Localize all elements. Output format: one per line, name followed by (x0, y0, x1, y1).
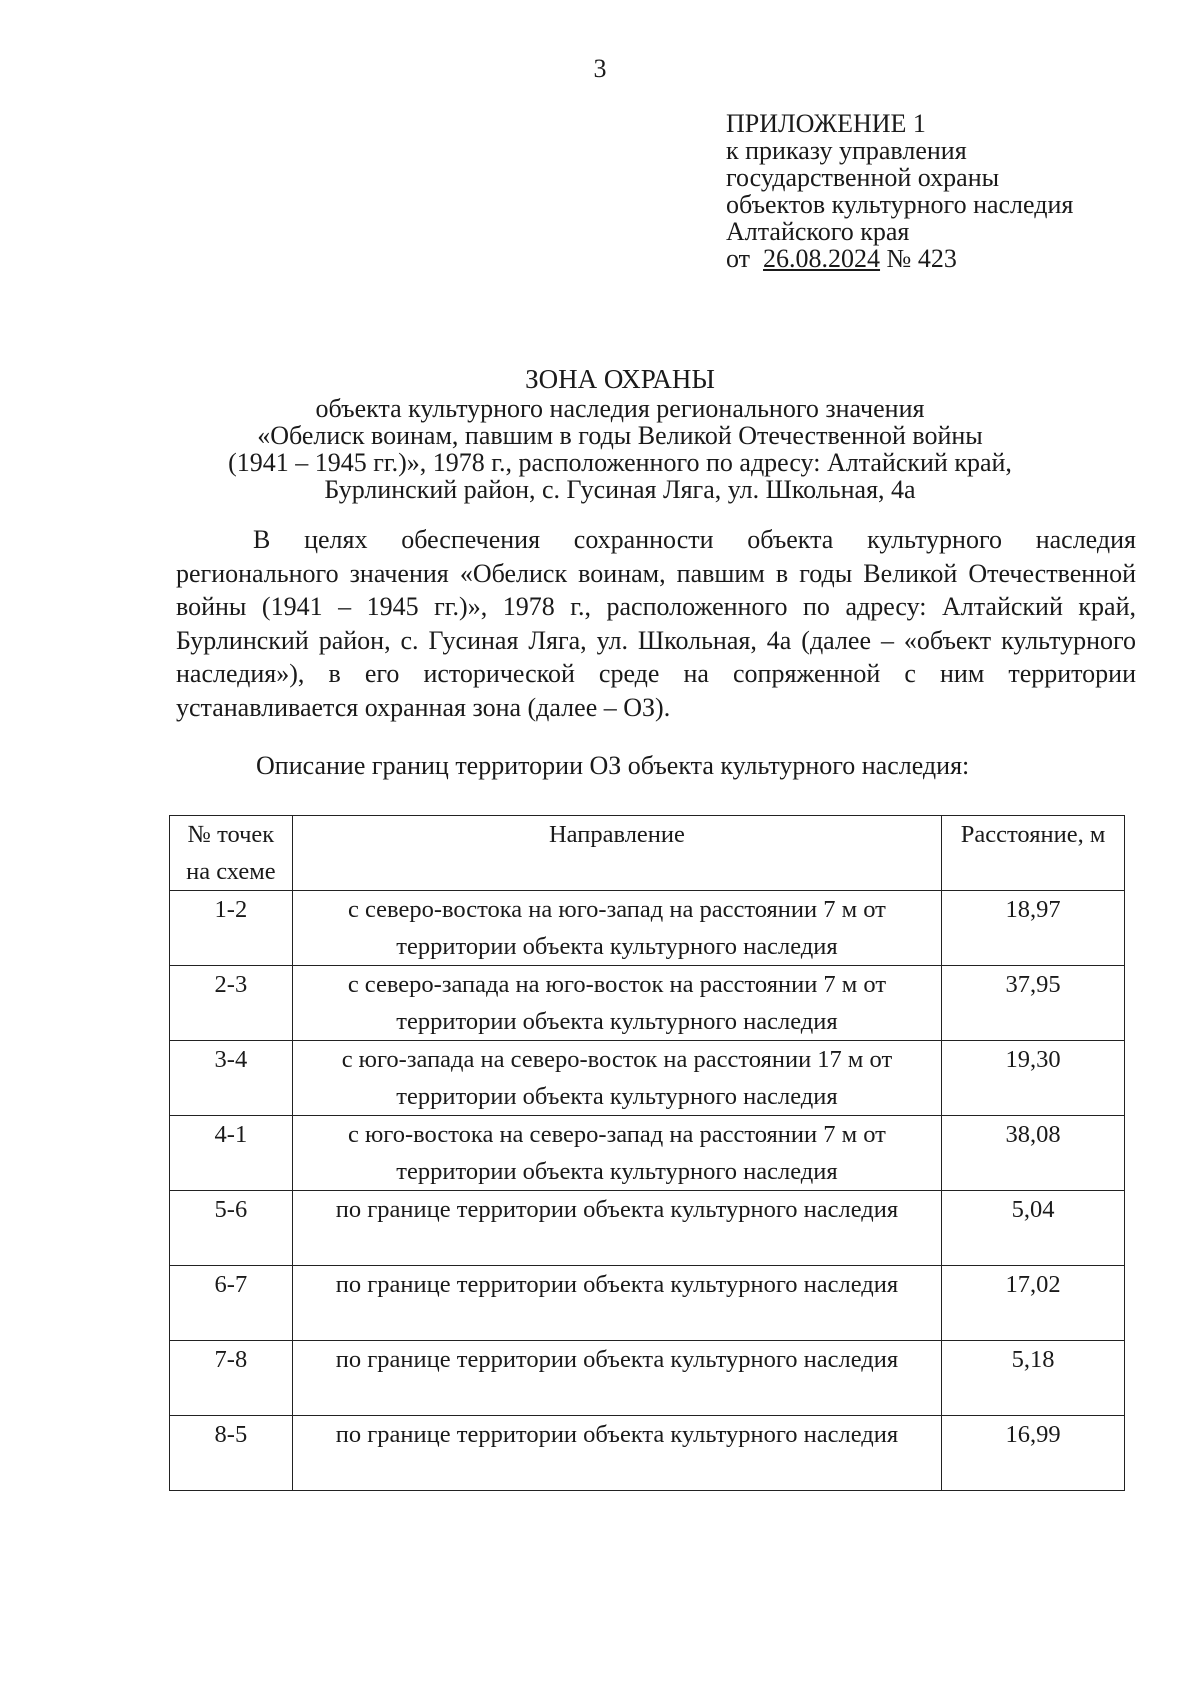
table-row (170, 1116, 1125, 1191)
header-points: № точек на схеме (170, 816, 293, 891)
table-row (170, 1041, 1125, 1116)
cell-points: 5-6 (170, 1191, 293, 1266)
cell-distance: 16,99 (942, 1416, 1125, 1491)
heading-line: (1941 – 1945 гг.)», 1978 г., расположенного по адресу: Алтайский край, (228, 448, 1012, 477)
cell-points: 4-1 (170, 1116, 293, 1191)
cell-direction: с северо-запада на юго-восток на расстоянии 7 м от территории объекта культурного наследия (292, 966, 941, 1041)
cell-points: 3-4 (170, 1041, 293, 1116)
cell-points: 6-7 (170, 1266, 293, 1341)
table-row (170, 1266, 1125, 1341)
heading-line: «Обелиск воинам, павшим в годы Великой Отечественной войны (257, 421, 983, 450)
table-caption: Описание границ территории ОЗ объекта культурного наследия: (256, 751, 970, 780)
table-header-row (170, 816, 1125, 891)
document-heading (160, 366, 1080, 503)
cell-points: 1-2 (170, 891, 293, 966)
table-row (170, 1191, 1125, 1266)
cell-points: 7-8 (170, 1341, 293, 1416)
cell-distance: 19,30 (942, 1041, 1125, 1116)
heading-line: объекта культурного наследия регионального значения (315, 394, 925, 423)
heading-title: ЗОНА ОХРАНЫ (525, 364, 715, 394)
intro-paragraph: В целях обеспечения сохранности объекта культурного наследия регионального значения «Обелиск воинам, павшим в годы Великой Отечественной войны (1941 – 1945 гг.)», 1978 г., расположенного по адресу: Алтайский край, Бурлинский район, с. Гусиная Ляга, ул. Школьная, 4а (далее – «объект культурного наследия»), в его исторической среде на сопряженной с ним территории устанавливается охранная зона (далее – ОЗ). (176, 525, 1136, 722)
table-row (170, 891, 1125, 966)
appendix-line: объектов культурного наследия (726, 190, 1074, 219)
order-date: 26.08.2024 (763, 244, 881, 273)
header-distance: Расстояние, м (942, 816, 1125, 891)
cell-distance: 38,08 (942, 1116, 1125, 1191)
cell-points: 8-5 (170, 1416, 293, 1491)
heading-line: Бурлинский район, с. Гусиная Ляга, ул. Школьная, 4а (324, 475, 916, 504)
appendix-line: государственной охраны (726, 163, 1000, 192)
order-number: № 423 (886, 244, 957, 273)
date-prefix: от (726, 244, 751, 273)
header-direction: Направление (292, 816, 941, 891)
appendix-date-line (726, 245, 1166, 272)
cell-direction: с северо-востока на юго-запад на расстоянии 7 м от территории объекта культурного наследия (292, 891, 941, 966)
boundaries-table (169, 815, 1125, 1491)
table-row (170, 1416, 1125, 1491)
cell-distance: 5,04 (942, 1191, 1125, 1266)
appendix-line: к приказу управления (726, 136, 967, 165)
cell-direction: с юго-запада на северо-восток на расстоянии 17 м от территории объекта культурного наследия (292, 1041, 941, 1116)
table-row (170, 1341, 1125, 1416)
appendix-line: Алтайского края (726, 217, 910, 246)
cell-points: 2-3 (170, 966, 293, 1041)
cell-direction: с юго-востока на северо-запад на расстоянии 7 м от территории объекта культурного наследия (292, 1116, 941, 1191)
page-number: 3 (593, 54, 607, 83)
cell-direction: по границе территории объекта культурного наследия (292, 1266, 941, 1341)
cell-distance: 37,95 (942, 966, 1125, 1041)
cell-direction: по границе территории объекта культурного наследия (292, 1341, 941, 1416)
cell-distance: 5,18 (942, 1341, 1125, 1416)
table-row (170, 966, 1125, 1041)
appendix-block (726, 110, 1166, 272)
cell-distance: 17,02 (942, 1266, 1125, 1341)
cell-direction: по границе территории объекта культурного наследия (292, 1191, 941, 1266)
appendix-title: ПРИЛОЖЕНИЕ 1 (726, 109, 926, 138)
cell-direction: по границе территории объекта культурного наследия (292, 1416, 941, 1491)
cell-distance: 18,97 (942, 891, 1125, 966)
